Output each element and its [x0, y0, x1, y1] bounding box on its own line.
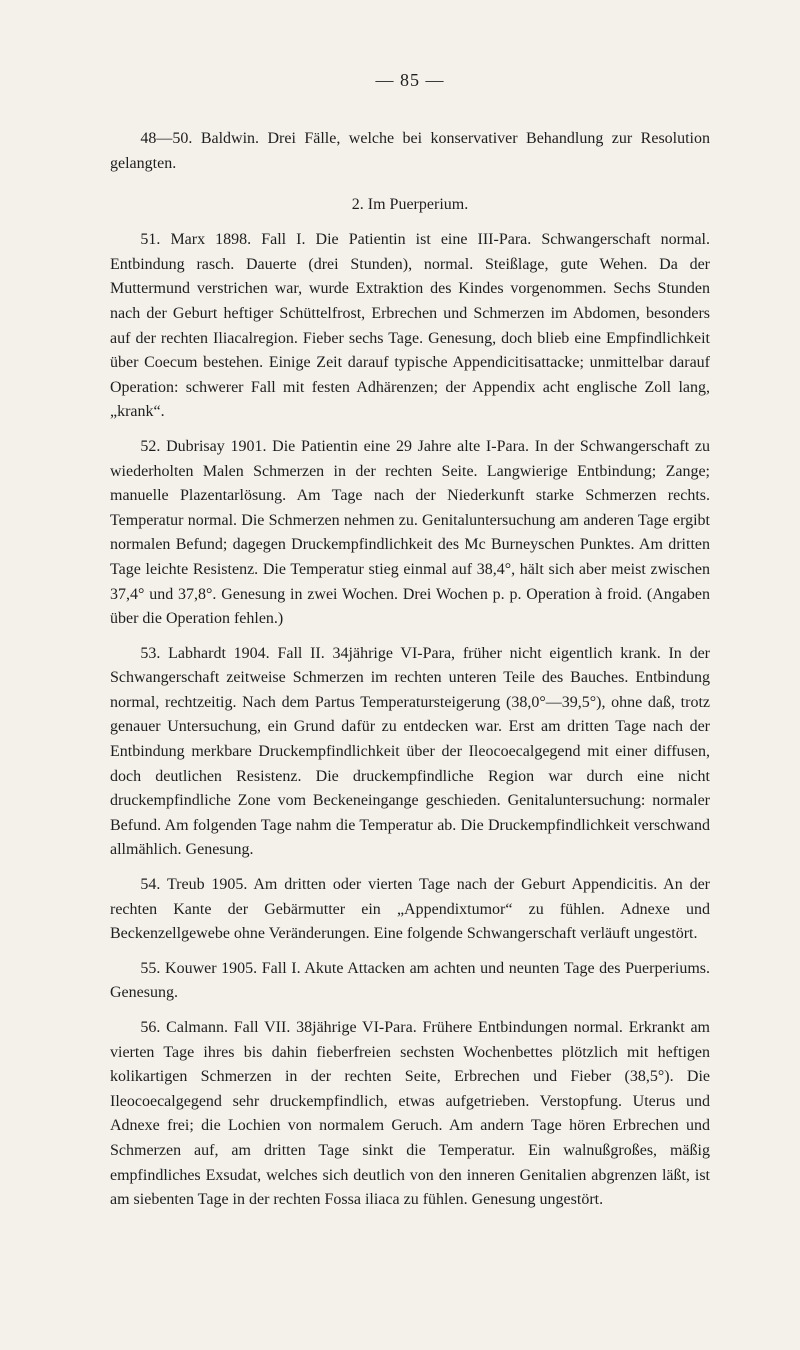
paragraph-54: 54. Treub 1905. Am dritten oder vierten Tage nach der Geburt Appendicitis. An der rechten Kante der Gebärmutter ein „Appendixtumor“ zu fühlen. Adnexe und Beckenzellgewebe ohne Veränderungen. Eine folgende Schwangerschaft verläuft ungestört. [110, 876, 710, 943]
page-number: — 85 — [375, 70, 445, 90]
section-heading: 2. Im Puerperium. [351, 196, 469, 214]
paragraph-48-50: 48—50. Baldwin. Drei Fälle, welche bei konservativer Behandlung zur Resolution gelangten. [110, 130, 710, 172]
paragraph-51: 51. Marx 1898. Fall I. Die Patientin ist eine III-Para. Schwangerschaft normal. Entbindung rasch. Dauerte (drei Stunden), normal. Steißlage, gute Wehen. Da der Muttermund verstrichen war, wurde Extraktion des Kindes vorgenommen. Sechs Stunden nach der Geburt heftiger Schüttelfrost, Erbrechen und Schmerzen im Abdomen, besonders auf der rechten Iliacalregion. Fieber sechs Tage. Genesung, doch blieb eine Empfindlichkeit über Coecum bestehen. Einige Zeit darauf typische Appendicitisattacke; unmittelbar darauf Operation: schwerer Fall mit festen Adhärenzen; der Appendix acht englische Zoll lang, „krank“. [110, 231, 710, 421]
paragraph-52: 52. Dubrisay 1901. Die Patientin eine 29 Jahre alte I-Para. In der Schwangerschaft zu wiederholten Malen Schmerzen in der rechten Seite. Langwierige Entbindung; Zange; manuelle Plazentarlösung. Am Tage nach der Niederkunft starke Schmerzen rechts. Temperatur normal. Die Schmerzen nehmen zu. Genitaluntersuchung am anderen Tage ergibt normalen Befund; dagegen Druckempfindlichkeit des Mc Burneyschen Punktes. Am dritten Tage leichte Resistenz. Die Temperatur stieg einmal auf 38,4°, hält sich aber meist zwischen 37,4° und 37,8°. Genesung in zwei Wochen. Drei Wochen p. p. Operation à froid. (Angaben über die Operation fehlen.) [110, 437, 710, 628]
paragraph-53: 53. Labhardt 1904. Fall II. 34jährige VI-Para, früher nicht eigentlich krank. In der Schwangerschaft zeitweise Schmerzen im rechten unteren Teile des Bauches. Entbindung normal, rechtzeitig. Nach dem Partus Temperatursteigerung (38,0°—39,5°), ohne daß, trotz genauer Untersuchung, ein Grund dafür zu entdecken war. Erst am dritten Tage nach der Entbindung merkbare Druckempfindlichkeit über der Ileocoecalgegend mit einer diffusen, doch deutlichen Resistenz. Die druckempfindliche Region war durch eine nicht druckempfindliche Zone vom Beckeneingange geschieden. Genitaluntersuchung: normaler Befund. Am folgenden Tage nahm die Temperatur ab. Die Druckempfindlichkeit verschwand allmählich. Genesung. [110, 644, 710, 859]
paragraph-55: 55. Kouwer 1905. Fall I. Akute Attacken am achten und neunten Tage des Puerperiums. Genesung. [110, 959, 710, 1002]
book-page [110, 70, 710, 1213]
paragraph-56: 56. Calmann. Fall VII. 38jährige VI-Para. Frühere Entbindungen normal. Erkrankt am vierten Tage ihres bis dahin fieberfreien sechsten Wochenbettes plötzlich mit heftigen kolikartigen Schmerzen in der rechten Seite, Erbrechen und Fieber (38,5°). Die Ileocoecalgegend sehr druckempfindlich, etwas aufgetrieben. Verstopfung. Uterus und Adnexe frei; die Lochien von normalem Geruch. Am andern Tage hören Erbrechen und Schmerzen auf, am dritten Tage sinkt die Temperatur. Ein walnußgroßes, mäßig empfindliches Exsudat, welches sich deutlich von den inneren Genitalien abgrenzen läßt, ist am siebenten Tage in der rechten Fossa iliaca zu fühlen. Genesung ungestört. [110, 1019, 710, 1209]
